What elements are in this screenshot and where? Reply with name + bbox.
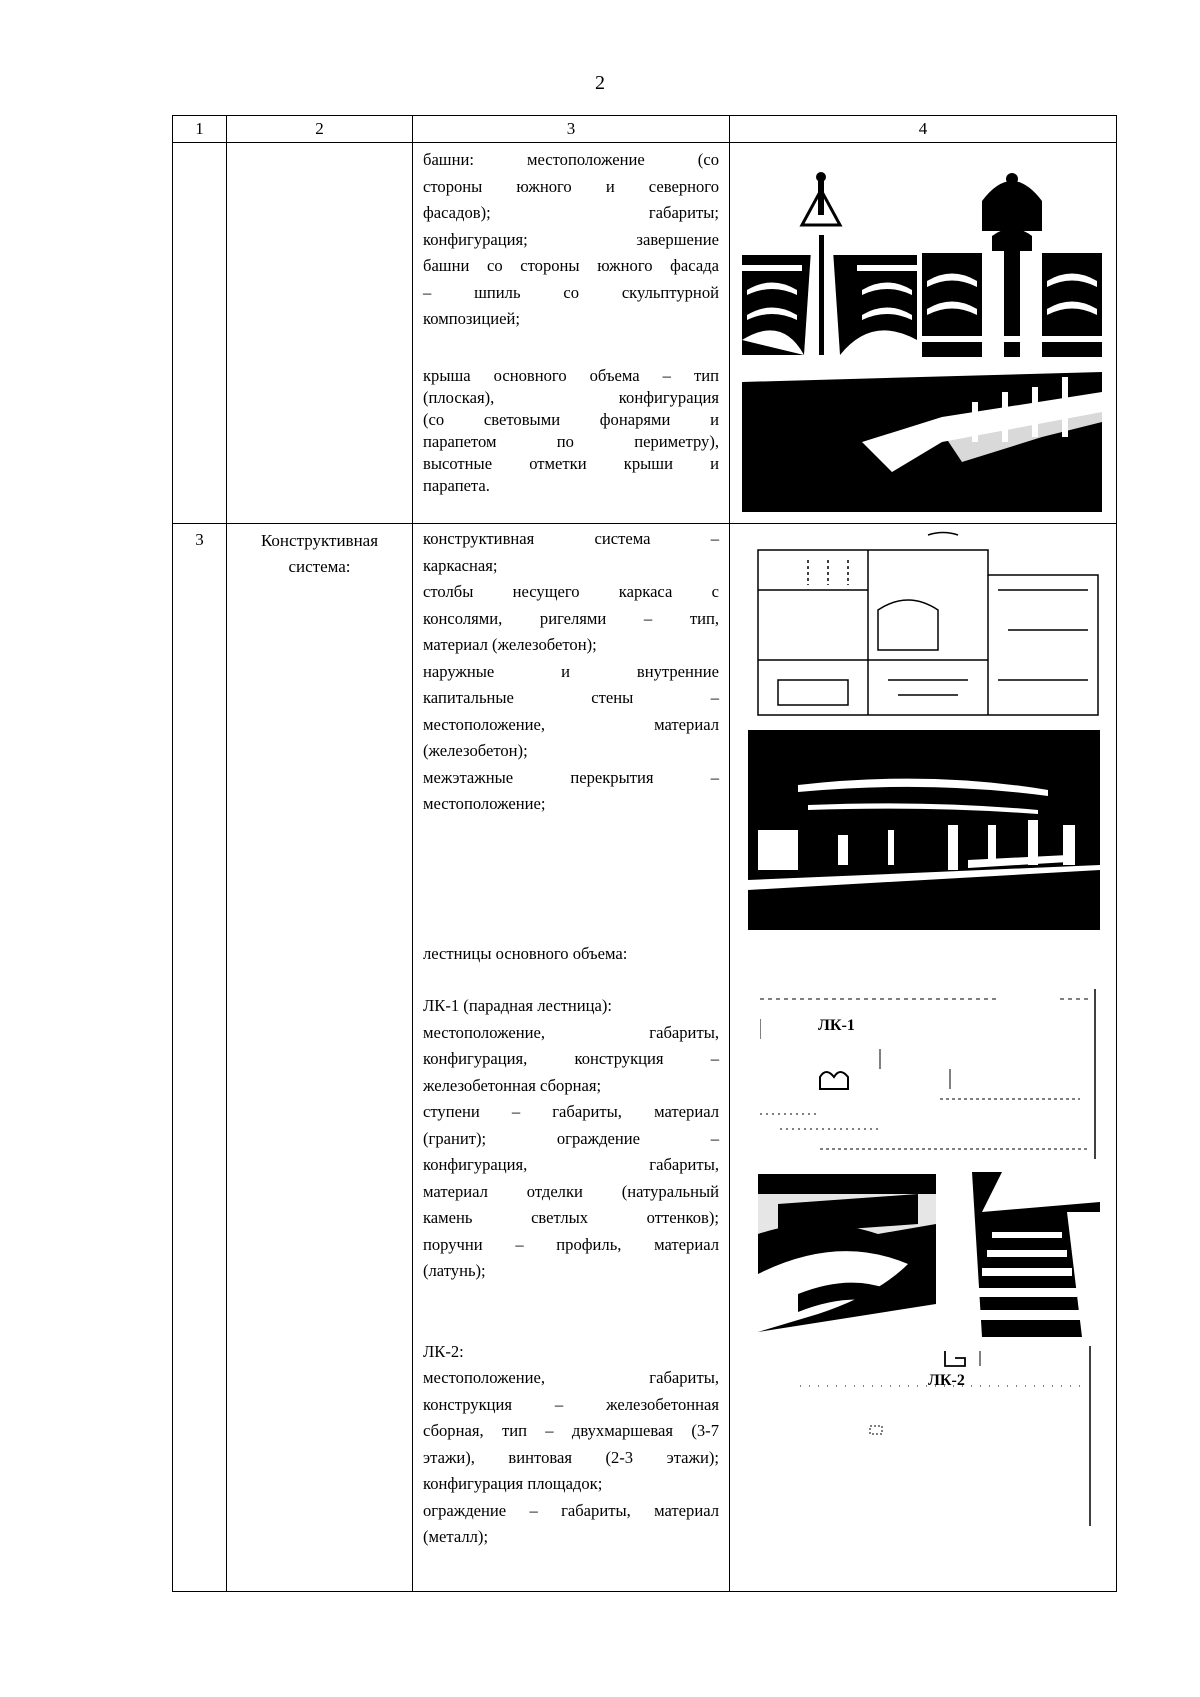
row-number: 3 [173, 524, 227, 1592]
text-line: крыша основного объема – тип [423, 365, 719, 385]
table-header-row [173, 116, 1117, 143]
roof-photo [742, 362, 1102, 512]
text-line: (железобетон); [423, 741, 528, 760]
lk1-stairs-photo [942, 1172, 1100, 1337]
text-line: – шпиль со скульптурной [423, 282, 719, 302]
lk1-hall-photo [758, 1174, 936, 1332]
text-line: конфигурация, конструкция – [423, 1049, 719, 1068]
header-col-2: 2 [227, 116, 413, 143]
text-line: композицией; [423, 309, 520, 328]
row-number [173, 143, 227, 524]
lk2-label: ЛК-2 [928, 1372, 965, 1389]
text-line: конфигурация площадок; [423, 1474, 603, 1493]
text-line: местоположение; [423, 794, 546, 813]
text-line: поручни – профиль, материал [423, 1234, 719, 1254]
text-line: сборная, тип – двухмаршевая (3-7 [423, 1421, 719, 1440]
text-line: башни со стороны южного фасада [423, 256, 719, 275]
monument-description-table [172, 115, 1117, 1592]
interior-photo [748, 730, 1100, 930]
text-line: парапетом по периметру), [423, 431, 719, 451]
text-line: конфигурация, габариты, [423, 1155, 719, 1174]
text-line: конструктивная система – [423, 529, 719, 548]
south-tower-photo [742, 165, 917, 355]
table-row [173, 524, 1117, 1592]
lk1-drawing [760, 989, 1100, 1159]
row-description [413, 143, 730, 524]
text-line: (гранит); ограждение – [423, 1128, 719, 1148]
header-col-1: 1 [173, 116, 227, 143]
row-description [413, 524, 730, 1592]
text-line: капитальные стены – [423, 688, 719, 707]
lk1-label: ЛК-1 [818, 1017, 855, 1034]
row-images [730, 524, 1117, 1592]
text-line: парапета. [423, 475, 490, 495]
text-line: конфигурация; завершение [423, 229, 719, 249]
text-line: камень светлых оттенков); [423, 1208, 719, 1227]
text-line: материал (железобетон); [423, 635, 597, 654]
text-line: материал отделки (натуральный [423, 1181, 719, 1201]
text-line: высотные отметки крыши и [423, 453, 719, 473]
row-section: Конструктивная система: [227, 524, 413, 1592]
header-col-4: 4 [730, 116, 1117, 143]
text-line: местоположение, габариты, [423, 1368, 719, 1387]
lk2-description [423, 1339, 719, 1551]
stairs-heading [423, 941, 719, 968]
lk1-description [423, 993, 719, 1285]
header-col-3: 3 [413, 116, 730, 143]
towers-description [423, 147, 719, 333]
text-line: столбы несущего каркаса с [423, 582, 719, 601]
text-line: фасадов); габариты; [423, 203, 719, 222]
text-line: лестницы основного объема: [423, 943, 628, 963]
text-line: железобетонная сборная; [423, 1075, 602, 1095]
text-line: консолями, ригелями – тип, [423, 608, 719, 628]
text-line: местоположение, габариты, [423, 1022, 719, 1042]
text-line: (латунь); [423, 1261, 486, 1280]
text-line: межэтажные перекрытия – [423, 767, 719, 787]
text-line: ограждение – габариты, материал [423, 1500, 719, 1520]
text-line: этажи), винтовая (2-3 этажи); [423, 1447, 719, 1467]
text-line: ступени – габариты, материал [423, 1102, 719, 1121]
text-line: ЛК-1 (парадная лестница): [423, 996, 613, 1015]
page-number: 2 [595, 72, 605, 94]
text-line: (плоская), конфигурация [423, 387, 719, 407]
text-line: башни: местоположение (со [423, 150, 719, 169]
floor-plan-drawing [748, 530, 1100, 720]
row-section [227, 143, 413, 524]
text-line: ЛК-2: [423, 1341, 464, 1361]
text-line: наружные и внутренние [423, 661, 719, 681]
table-row [173, 143, 1117, 524]
text-line: каркасная; [423, 555, 498, 575]
lk2-drawing [790, 1346, 1100, 1526]
text-line: стороны южного и северного [423, 176, 719, 196]
text-line: (со световыми фонарями и [423, 409, 719, 429]
text-line: (металл); [423, 1527, 489, 1546]
row-images [730, 143, 1117, 524]
text-line: конструкция – железобетонная [423, 1394, 719, 1414]
roof-description [423, 365, 719, 497]
text-line: местоположение, материал [423, 714, 719, 734]
north-tower-photo [922, 161, 1102, 357]
frame-description [423, 526, 719, 818]
